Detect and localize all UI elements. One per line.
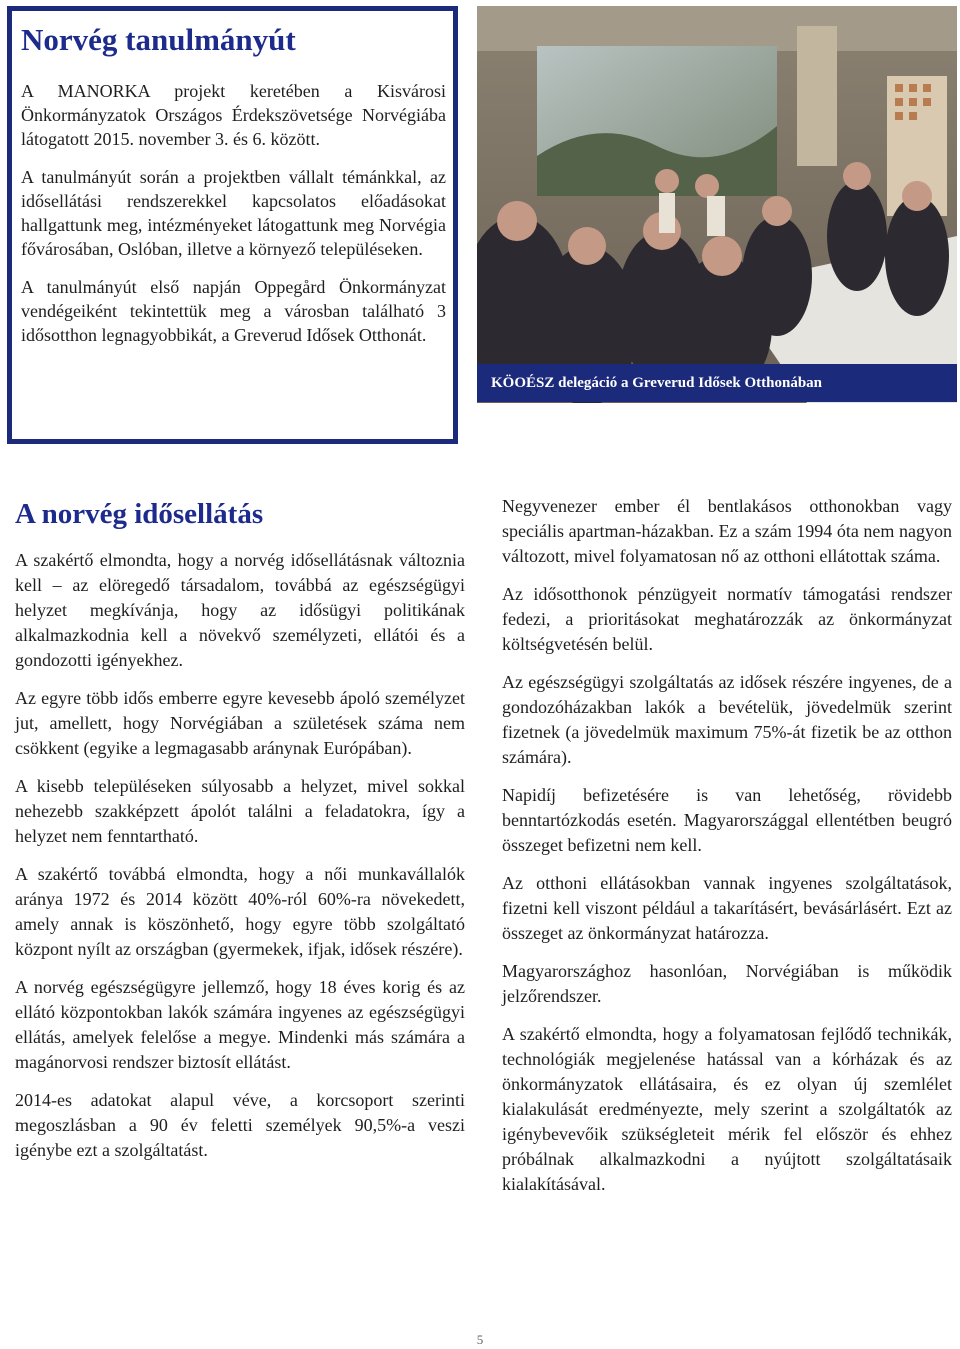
delegation-photo xyxy=(477,6,957,403)
body-paragraph: Az idősotthonok pénzügyeit normatív támogatási rendszer fedezi, a prioritásokat meghatározzák az önkormányzat költségvetésén belül. xyxy=(502,584,952,654)
delegation-photo-image xyxy=(477,6,957,403)
body-paragraph: Az egyre több idős emberre egyre kevesebb ápoló személyzet jut, amellett, hogy Norvégiában a születések száma nem csökkent (egyike a legmagasabb aránynak Európában). xyxy=(15,688,465,758)
body-paragraph: A szakértő elmondta, hogy a norvég idősellátásnak változnia kell – az elöregedő társadalom, továbbá az egészségügyi helyzet megkívánja, hogy az idősügyi politikának alkalmazkodnia kell a növekvő személyzeti, ellátói és a gondozotti igényekhez. xyxy=(15,550,465,670)
body-paragraph: A szakértő elmondta, hogy a folyamatosan fejlődő technikák, technológiák megjelenése hatással van a kórházak és az önkormányzatok ellátásaira, és ez olyan új szemlélet kialakulását eredményezte, mely szerint a szolgáltatók az igénybevevőik szükségleteit mérik fel először és ehhez próbálnak alkalmazkodni a nyújtott szolgáltatásaik kialakításával. xyxy=(502,1024,952,1194)
body-paragraph: A szakértő továbbá elmondta, hogy a női munkavállalók aránya 1972 és 2014 között 40%-ról 60%-ra növekedett, amely annak is köszönhető, hogy egyre több szolgáltató központ nyílt az országban (gyermekek, ifjak, idősek részére). xyxy=(15,864,465,959)
right-column xyxy=(502,494,952,1210)
left-column xyxy=(15,548,465,1176)
body-paragraph: Az otthoni ellátásokban vannak ingyenes szolgáltatások, fizetni kell viszont például a takarításért, bevásárlásért. Ezt az összeget az önkormányzat határozza. xyxy=(502,873,952,943)
body-paragraph: 2014-es adatokat alapul véve, a korcsoport szerinti megoszlásban a 90 év feletti személyek 90,5%-a veszi igénybe ezt a szolgáltatást. xyxy=(15,1090,465,1160)
body-paragraph: A kisebb településeken súlyosabb a helyzet, mivel sokkal nehezebb szakképzett ápolót találni a feladatokra, így a helyzet nem fenntartható. xyxy=(15,776,465,846)
intro-paragraph: A tanulmányút első napján Oppegård Önkormányzat vendégeiként tekintettük meg a városban található 3 idősotthon legnagyobbikát, a Greverud Idősek Otthonát. xyxy=(21,277,446,345)
intro-paragraph: A MANORKA projekt keretében a Kisvárosi Önkormányzatok Országos Érdekszövetsége Norvégiába látogatott 2015. november 3. és 6. között. xyxy=(21,81,446,149)
body-paragraph: Magyarországhoz hasonlóan, Norvégiában is működik jelzőrendszer. xyxy=(502,961,952,1006)
body-paragraph: Negyvenezer ember él bentlakásos otthonokban vagy speciális apartman-házakban. Ez a szám 1994 óta nem nagyon változott, mivel folyamatosan nő az otthoni ellátottak száma. xyxy=(502,496,952,566)
photo-caption: KÖOÉSZ delegáció a Greverud Idősek Otthonában xyxy=(477,364,957,402)
section-title: A norvég idősellátás xyxy=(15,498,264,530)
intro-box-content xyxy=(21,23,446,361)
body-paragraph: Az egészségügyi szolgáltatás az idősek részére ingyenes, de a gondozóházakban lakók a bevételük, jövedelmük szerint fizetnek (a jövedelmük maximum 75%-át fizetik be az otthon számára). xyxy=(502,672,952,767)
body-paragraph: A norvég egészségügyre jellemző, hogy 18 éves korig és az ellátó központokban lakók számára ingyenes az egészségügyi ellátás, amelyek felelőse a megye. Mindenki más számára a magánorvosi rendszer biztosít ellátást. xyxy=(15,977,465,1072)
intro-paragraph: A tanulmányút során a projektben vállalt témánkkal, az idősellátási rendszerekkel kapcsolatos előadásokat hallgattunk meg, intézményeket látogattunk meg Norvégia fővárosában, Oslóban, illetve a környező településeken. xyxy=(21,167,446,259)
page-number: 5 xyxy=(476,1332,484,1347)
intro-box xyxy=(7,6,458,444)
body-paragraph: Napidíj befizetésére is van lehetőség, rövidebb benntartózkodás esetén. Magyarországgal ellentétben beugró összeget befizetni nem kell. xyxy=(502,785,952,855)
intro-title: Norvég tanulmányút xyxy=(21,22,296,57)
